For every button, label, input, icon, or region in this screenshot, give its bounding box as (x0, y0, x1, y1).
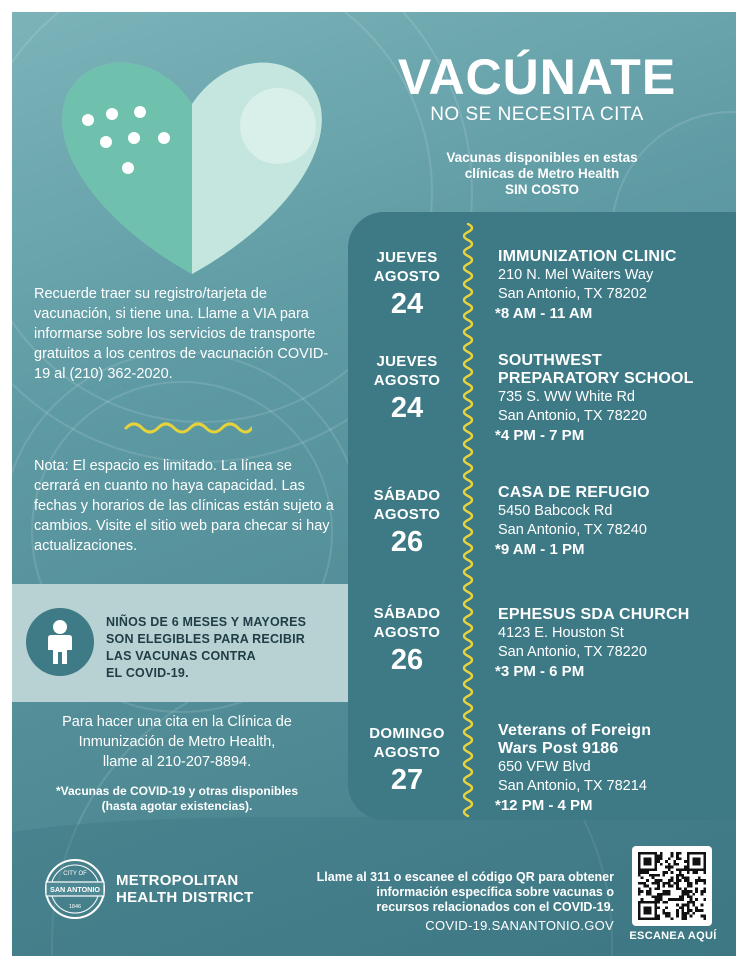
clinic-address: 5450 Babcock Rd (498, 503, 613, 519)
clinic-address: 210 N. Mel Waiters Way (498, 267, 654, 283)
bandage-heart-icon (42, 34, 342, 284)
clinic-address: 4123 E. Houston St (498, 625, 624, 641)
clinic-hours: *4 PM - 7 PM (495, 427, 585, 444)
clinic-city: San Antonio, TX 78202 (498, 286, 647, 302)
clinic-info (495, 248, 734, 323)
clinic-day-number: 27 (390, 764, 424, 796)
clinic-month: AGOSTO (373, 268, 441, 285)
clinic-city: San Antonio, TX 78220 (498, 408, 647, 424)
clinic-city: San Antonio, TX 78240 (498, 522, 647, 538)
website-url[interactable]: COVID-19.SANANTONIO.GOV (425, 918, 614, 933)
org-name-line: METROPOLITAN (116, 872, 239, 889)
clinic-date (352, 486, 462, 559)
clinic-day-number: 26 (390, 644, 424, 676)
clinic-month: AGOSTO (373, 744, 441, 761)
note-line: *Vacunas de COVID-19 y otras disponibles (55, 784, 299, 798)
clinic-day: JUEVES (376, 249, 438, 266)
clinic-name: Veterans of Foreign (498, 722, 652, 739)
clinic-name: SOUTHWEST (498, 352, 603, 369)
availability-line: clínicas de Metro Health (464, 166, 620, 181)
clinic-day: DOMINGO (369, 725, 445, 742)
clinic-month: AGOSTO (373, 506, 441, 523)
clinic-month: AGOSTO (373, 624, 441, 641)
yellow-squiggle-divider (124, 416, 252, 440)
appointment-line: Inmunización de Metro Health, (78, 734, 276, 750)
clinic-day: SÁBADO (373, 605, 441, 622)
seal-year-text: 1846 (68, 904, 82, 910)
note-line: (hasta agotar existencias). (101, 799, 253, 813)
clinic-city: San Antonio, TX 78214 (498, 778, 647, 794)
clinic-day: JUEVES (376, 353, 438, 370)
eligibility-line: LAS VACUNAS CONTRA (106, 649, 256, 663)
clinic-address: 735 S. WW White Rd (498, 389, 635, 405)
clinic-name: IMMUNIZATION CLINIC (498, 248, 677, 265)
eligibility-line: EL COVID-19. (106, 666, 189, 680)
clinic-name: CASA DE REFUGIO (498, 484, 650, 501)
scan-label: ESCANEA AQUÍ (629, 930, 717, 942)
clinic-info (495, 484, 734, 559)
nota-text: Nota: El espacio es limitado. La línea se cerrará en cuanto no haya capacidad. Las fechas y horarios de las clínicas están sujeto a cambios. Visite el sitio web para checar si hay actualizaciones. (34, 458, 334, 554)
reminder-text: Recuerde traer su registro/tarjeta de vacunación, si tiene una. Llame a VIA para informarse sobre los servicios de transporte gratuitos a los centros de vacunación COVID-19 al (210) 362-2020. (34, 286, 329, 382)
clinic-hours: *3 PM - 6 PM (495, 663, 585, 680)
clinic-hours: *9 AM - 1 PM (495, 541, 585, 558)
clinic-month: AGOSTO (373, 372, 441, 389)
child-icon (26, 608, 94, 676)
clinic-date (352, 604, 462, 677)
clinic-info (495, 722, 734, 815)
eligibility-line: NIÑOS DE 6 MESES Y MAYORES (106, 615, 307, 629)
clinic-name-line2: Wars Post 9186 (498, 740, 619, 757)
clinic-hours: *8 AM - 11 AM (495, 305, 593, 322)
appointment-line: llame al 210-207-8894. (102, 754, 252, 770)
clinic-name: EPHESUS SDA CHURCH (498, 606, 690, 623)
page-subtitle: NO SE NECESITA CITA (430, 104, 644, 125)
clinic-date (352, 352, 462, 425)
qr-code-icon (638, 852, 706, 920)
clinic-day-number: 24 (390, 392, 424, 424)
appointment-text (22, 712, 332, 772)
appointment-line: Para hacer una cita en la Clínica de (62, 714, 292, 730)
seal-top-text: CITY OF (63, 871, 87, 877)
availability-text (402, 150, 682, 198)
child-badge (26, 608, 94, 676)
org-name-line: HEALTH DISTRICT (116, 889, 254, 906)
eligibility-line: SON ELEGIBLES PARA RECIBIR (106, 632, 305, 646)
clinic-address: 650 VFW Blvd (498, 759, 591, 775)
qr-code[interactable] (632, 846, 712, 926)
call-311-text (274, 870, 614, 915)
clinic-name-line2: PREPARATORY SCHOOL (498, 370, 694, 387)
clinic-date (352, 724, 462, 797)
clinic-day: SÁBADO (373, 487, 441, 504)
call-line: recursos relacionados con el COVID-19. (376, 900, 614, 914)
clinic-day-number: 26 (390, 526, 424, 558)
availability-note (22, 784, 332, 814)
clinic-hours: *12 PM - 4 PM (495, 797, 593, 814)
seal-city-text: SAN ANTONIO (50, 885, 100, 894)
clinic-city: San Antonio, TX 78220 (498, 644, 647, 660)
eligibility-band (12, 584, 352, 702)
clinic-info (495, 606, 734, 681)
flyer-page (12, 12, 736, 956)
page-title: VACÚNATE (397, 49, 677, 105)
availability-line: SIN COSTO (504, 182, 579, 197)
call-line: información específica sobre vacunas o (376, 885, 614, 899)
call-line: Llame al 311 o escanee el código QR para obtener (316, 870, 614, 884)
org-name (116, 872, 254, 906)
availability-line: Vacunas disponibles en estas (446, 150, 638, 165)
eligibility-text (106, 614, 336, 682)
clinic-day-number: 24 (390, 288, 424, 320)
city-seal-icon (44, 858, 106, 920)
clinic-info (495, 352, 734, 445)
clinic-date (352, 248, 462, 321)
metro-health-logo (44, 858, 304, 918)
